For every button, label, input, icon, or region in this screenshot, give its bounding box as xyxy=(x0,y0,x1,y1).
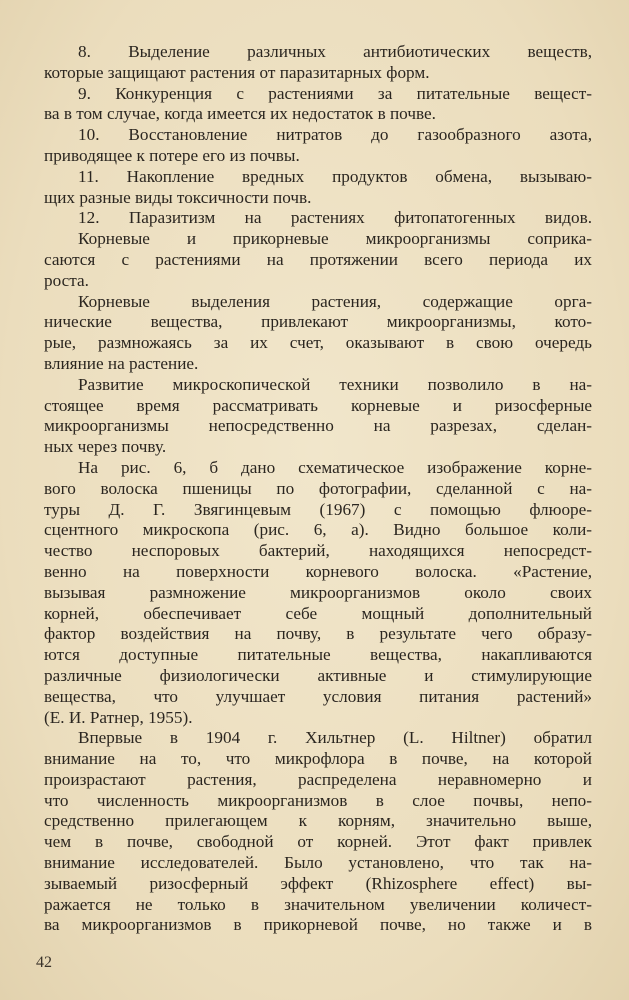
text-line: вещества, что улучшает условия питания растений» xyxy=(44,686,592,706)
text-line: микроорганизмы непосредственно на разрезах, сделан- xyxy=(44,416,592,436)
text-line: которые защищают растения от паразитарных форм. xyxy=(44,62,430,82)
text-line: нические вещества, привлекают микроорганизмы, кото- xyxy=(44,312,592,332)
text-line: рые, размножаясь за их счет, оказывают в свою очередь xyxy=(44,333,592,353)
page-number: 42 xyxy=(36,954,52,971)
text-line: саются с растениями на протяжении всего периода их xyxy=(44,249,592,269)
text-line: 9. Конкуренция с растениями за питательные вещест- xyxy=(78,83,592,103)
text-line: сцентного микроскопа (рис. 6, а). Видно большое коли- xyxy=(44,520,592,540)
text-line: влияние на растение. xyxy=(44,353,199,373)
text-line: что численность микроорганизмов в слое почвы, непо- xyxy=(44,790,592,810)
text-line: роста. xyxy=(44,270,89,290)
text-line: ражается не только в значительном увеличении количест- xyxy=(44,894,592,914)
text-line: стоящее время рассматривать корневые и ризосферные xyxy=(44,395,592,415)
text-line: вого волоска пшеницы по фотографии, сделанной с на- xyxy=(44,478,592,498)
text-line: ва в том случае, когда имеется их недостаток в почве. xyxy=(44,104,436,124)
text-line: Корневые и прикорневые микроорганизмы соприка- xyxy=(78,229,592,249)
text-line: 10. Восстановление нитратов до газообразного азота, xyxy=(78,125,592,145)
text-line: зываемый ризосферный эффект (Rhizosphere effect) вы- xyxy=(44,873,592,893)
text-line: ва микроорганизмов в прикорневой почве, но также и в xyxy=(44,915,592,935)
text-line: чество неспоровых бактерий, находящихся непосредст- xyxy=(44,541,592,561)
text-line: венно на поверхности корневого волоска. «Растение, xyxy=(44,561,592,581)
text-line: Развитие микроскопической техники позволило в на- xyxy=(78,374,592,394)
text-line: 11. Накопление вредных продуктов обмена, вызываю- xyxy=(78,166,592,186)
text-line: туры Д. Г. Звягинцевым (1967) с помощью флюоре- xyxy=(44,499,592,519)
text-line: 12. Паразитизм на растениях фитопатогенных видов. xyxy=(78,208,592,228)
text-line: ются доступные питательные вещества, накапливаются xyxy=(44,645,592,665)
text-line: Корневые выделения растения, содержащие орга- xyxy=(78,291,592,311)
text-line: ных через почву. xyxy=(44,437,167,457)
text-line: 8. Выделение различных антибиотических веществ, xyxy=(78,42,592,61)
text-line: корней, обеспечивает себе мощный дополнительный xyxy=(44,603,592,623)
text-line: вызывая размножение микроорганизмов около своих xyxy=(44,582,592,602)
text-line: произрастают растения, распределена неравномерно и xyxy=(44,769,592,789)
text-line: внимание исследователей. Было установлено, что так на- xyxy=(44,853,592,873)
text-line: щих разные виды токсичности почв. xyxy=(44,187,312,207)
text-line: Впервые в 1904 г. Хильтнер (L. Hiltner) обратил xyxy=(78,728,592,748)
text-line: приводящее к потере его из почвы. xyxy=(44,145,300,165)
text-line: чем в почве, свободной от корней. Этот факт привлек xyxy=(44,832,592,852)
text-line: различные физиологически активные и стимулирующие xyxy=(44,665,592,685)
text-line: средственно прилегающем к корням, значительно выше, xyxy=(44,811,592,831)
text-line: На рис. 6, б дано схематическое изображение корне- xyxy=(78,457,592,477)
body-text xyxy=(44,42,592,936)
text-line: внимание на то, что микрофлора в почве, на которой xyxy=(44,749,592,769)
text-line: (Е. И. Ратнер, 1955). xyxy=(44,707,193,727)
text-line: фактор воздействия на почву, в результате чего образу- xyxy=(44,624,592,644)
